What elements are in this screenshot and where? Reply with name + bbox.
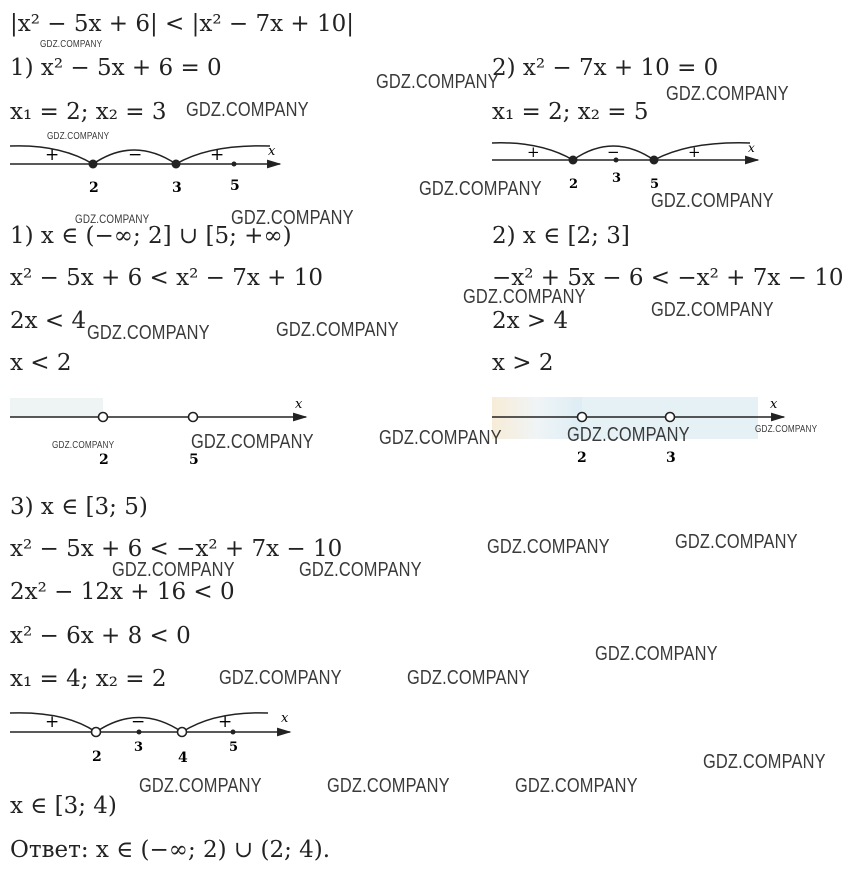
watermark: GDZ.COMPANY xyxy=(379,427,502,449)
watermark: GDZ.COMPANY xyxy=(515,775,638,797)
sign-chart-1 xyxy=(10,144,280,196)
case-1-result: x < 2 xyxy=(10,350,72,376)
case-2-step: 2x > 4 xyxy=(492,308,569,334)
tick-3: 3 xyxy=(612,171,622,186)
tick-3: 3 xyxy=(134,740,144,755)
equation-1: 1) x² − 5x + 6 = 0 xyxy=(10,55,222,81)
axis-var: x xyxy=(748,141,755,155)
tick-5: 5 xyxy=(229,740,239,755)
watermark: GDZ.COMPANY xyxy=(666,83,789,105)
watermark: GDZ.COMPANY xyxy=(651,299,774,321)
case-1-step: 2x < 4 xyxy=(10,308,87,334)
watermark: GDZ.COMPANY xyxy=(191,431,314,453)
watermark: GDZ.COMPANY xyxy=(463,286,586,308)
final-answer: Ответ: x ∈ (−∞; 2) ∪ (2; 4). xyxy=(10,837,331,863)
tick-5: 5 xyxy=(189,452,199,468)
case-2-heading: 2) x ∈ [2; 3] xyxy=(492,223,630,249)
case-3-roots: x₁ = 4; x₂ = 2 xyxy=(10,666,167,692)
tick-2: 2 xyxy=(577,450,587,466)
watermark: GDZ.COMPANY xyxy=(231,207,354,229)
tick-5: 5 xyxy=(650,177,660,192)
watermark: GDZ.COMPANY xyxy=(186,99,309,121)
watermark: GDZ.COMPANY xyxy=(376,71,499,93)
tick-2: 2 xyxy=(89,180,99,196)
watermark: GDZ.COMPANY xyxy=(755,424,818,435)
case-2-result: x > 2 xyxy=(492,350,554,376)
tick-3: 3 xyxy=(172,180,182,196)
watermark: GDZ.COMPANY xyxy=(407,667,530,689)
watermark: GDZ.COMPANY xyxy=(276,319,399,341)
watermark: GDZ.COMPANY xyxy=(675,531,798,553)
sign-plus: + xyxy=(688,143,701,161)
roots-1: x₁ = 2; x₂ = 3 xyxy=(10,99,167,125)
watermark: GDZ.COMPANY xyxy=(703,751,826,773)
axis-var: x xyxy=(295,397,303,412)
equation-2: 2) x² − 7x + 10 = 0 xyxy=(492,55,719,81)
case-2-inequality: −x² + 5x − 6 < −x² + 7x − 10 xyxy=(492,265,844,291)
watermark: GDZ.COMPANY xyxy=(139,775,262,797)
tick-3: 3 xyxy=(666,450,676,466)
tick-4: 4 xyxy=(178,750,188,766)
tick-2: 2 xyxy=(92,749,102,765)
watermark: GDZ.COMPANY xyxy=(567,424,690,446)
sign-minus: − xyxy=(128,145,143,165)
sign-plus: + xyxy=(45,712,60,732)
sign-plus: + xyxy=(210,145,225,165)
case-3-heading: 3) x ∈ [3; 5) xyxy=(10,494,148,520)
case-3-step-2: x² − 6x + 8 < 0 xyxy=(10,623,191,649)
case-1-heading: 1) x ∈ (−∞; 2] ∪ [5; +∞) xyxy=(10,223,292,249)
axis-var: x xyxy=(268,144,276,159)
tick-2: 2 xyxy=(569,177,579,192)
sign-plus: + xyxy=(527,143,540,161)
tick-2: 2 xyxy=(99,452,109,468)
case-3-result: x ∈ [3; 4) xyxy=(10,793,117,819)
sign-minus: − xyxy=(607,143,620,161)
watermark: GDZ.COMPANY xyxy=(47,131,110,142)
sign-plus: + xyxy=(45,145,60,165)
case-1-inequality: x² − 5x + 6 < x² − 7x + 10 xyxy=(10,265,323,291)
watermark: GDZ.COMPANY xyxy=(112,559,235,581)
axis-var: x xyxy=(770,397,778,412)
watermark: GDZ.COMPANY xyxy=(327,775,450,797)
roots-2: x₁ = 2; x₂ = 5 xyxy=(492,99,649,125)
watermark: GDZ.COMPANY xyxy=(87,322,210,344)
tick-5: 5 xyxy=(230,178,240,194)
watermark: GDZ.COMPANY xyxy=(219,667,342,689)
watermark: GDZ.COMPANY xyxy=(419,178,542,200)
watermark: GDZ.COMPANY xyxy=(75,212,150,226)
sign-minus: − xyxy=(131,712,146,732)
watermark: GDZ.COMPANY xyxy=(487,536,610,558)
watermark: GDZ.COMPANY xyxy=(595,643,718,665)
problem-statement: |x² − 5x + 6| < |x² − 7x + 10| xyxy=(10,11,354,37)
watermark: GDZ.COMPANY xyxy=(299,559,422,581)
sign-plus: + xyxy=(218,712,233,732)
watermark: GDZ.COMPANY xyxy=(52,440,115,451)
axis-var: x xyxy=(281,711,289,726)
watermark: GDZ.COMPANY xyxy=(651,190,774,212)
case-3-step-1: 2x² − 12x + 16 < 0 xyxy=(10,579,235,605)
watermark: GDZ.COMPANY xyxy=(40,39,103,50)
sign-chart-case-3 xyxy=(10,711,290,766)
case-3-inequality: x² − 5x + 6 < −x² + 7x − 10 xyxy=(10,536,343,562)
